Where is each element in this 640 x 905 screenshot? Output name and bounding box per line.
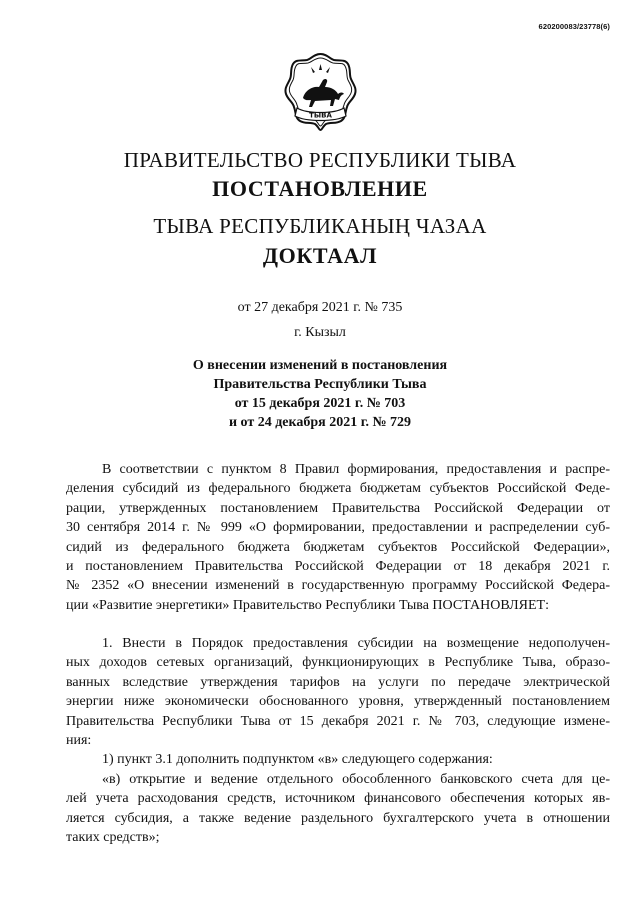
svg-text:ТЫВА: ТЫВА: [309, 111, 332, 120]
text-line: энергии ниже экономически обоснованного уровня, утвержденный постановлением: [66, 694, 610, 710]
document-subject: [0, 356, 640, 432]
document-number: 620200083/23778(6): [538, 22, 610, 31]
text-line: В соответствии с пунктом 8 Правил формирования, предоставления и распре-: [102, 462, 610, 477]
text-line: ванных вследствие утверждения тарифов на услуги по передаче электрической: [66, 674, 610, 690]
text-line: 1. Внести в Порядок предоставления субсидии на возмещение недополучен-: [102, 636, 610, 651]
document-city: г. Кызыл: [294, 325, 346, 340]
document-date-number: от 27 декабря 2021 г. № 735: [237, 300, 403, 315]
text-line: «в) открытие и ведение отдельного обособленного банковского счета для це-: [102, 771, 610, 787]
text-line: сидий из федерального бюджета бюджетам субъектов Российской Федерации»,: [66, 539, 610, 555]
document-type-ru: ПОСТАНОВЛЕНИЕ: [212, 176, 428, 201]
coat-of-arms-emblem: [283, 50, 358, 138]
subject-line: от 15 декабря 2021 г. № 703: [234, 396, 406, 411]
text-line: ных доходов сетевых организаций, функционирующих в Республике Тыва, образо-: [66, 655, 610, 671]
text-line: Правительства Республики Тыва от 15 декабря 2021 г. № 703, следующие измене-: [66, 713, 610, 729]
text-line: ции «Развитие энергетики» Правительство Республики Тыва ПОСТАНОВЛЯЕТ:: [66, 597, 549, 613]
text-line: 30 сентября 2014 г. № 999 «О формировании, предоставлении и распределении суб-: [66, 520, 610, 536]
text-line: рации, утвержденных постановлением Правительства Российской Федерации от: [66, 500, 610, 516]
document-type-tyv: ДОКТААЛ: [262, 243, 378, 268]
preamble-paragraph: [66, 460, 610, 615]
text-line: таких средств»;: [66, 830, 160, 846]
text-line: ния:: [66, 733, 92, 749]
text-line: лей учета расходования средств, источником финансового обеспечения которых яв-: [66, 791, 610, 807]
subject-line: и от 24 декабря 2021 г. № 729: [228, 415, 412, 430]
item-1-paragraph: [66, 634, 610, 847]
subject-line: Правительства Республики Тыва: [213, 377, 427, 392]
text-line: деления субсидий из федерального бюджета бюджетам субъектов Российской Феде-: [66, 481, 610, 497]
text-line: и постановлением Правительства Российской Федерации от 18 декабря 2021 г.: [66, 559, 610, 575]
government-title-ru: ПРАВИТЕЛЬСТВО РЕСПУБЛИКИ ТЫВА: [123, 148, 517, 172]
text-line: ляется субсидия, а также ведение раздельного бухгалтерского учета в отношении: [66, 810, 610, 826]
text-line: 1) пункт 3.1 дополнить подпунктом «в» следующего содержания:: [102, 752, 493, 768]
text-line: № 2352 «О внесении изменений в государственную программу Российской Федера-: [66, 578, 610, 594]
government-title-tyv: ТЫВА РЕСПУБЛИКАНЫҢ ЧАЗАА: [153, 214, 487, 238]
subject-line: О внесении изменений в постановления: [192, 358, 448, 373]
